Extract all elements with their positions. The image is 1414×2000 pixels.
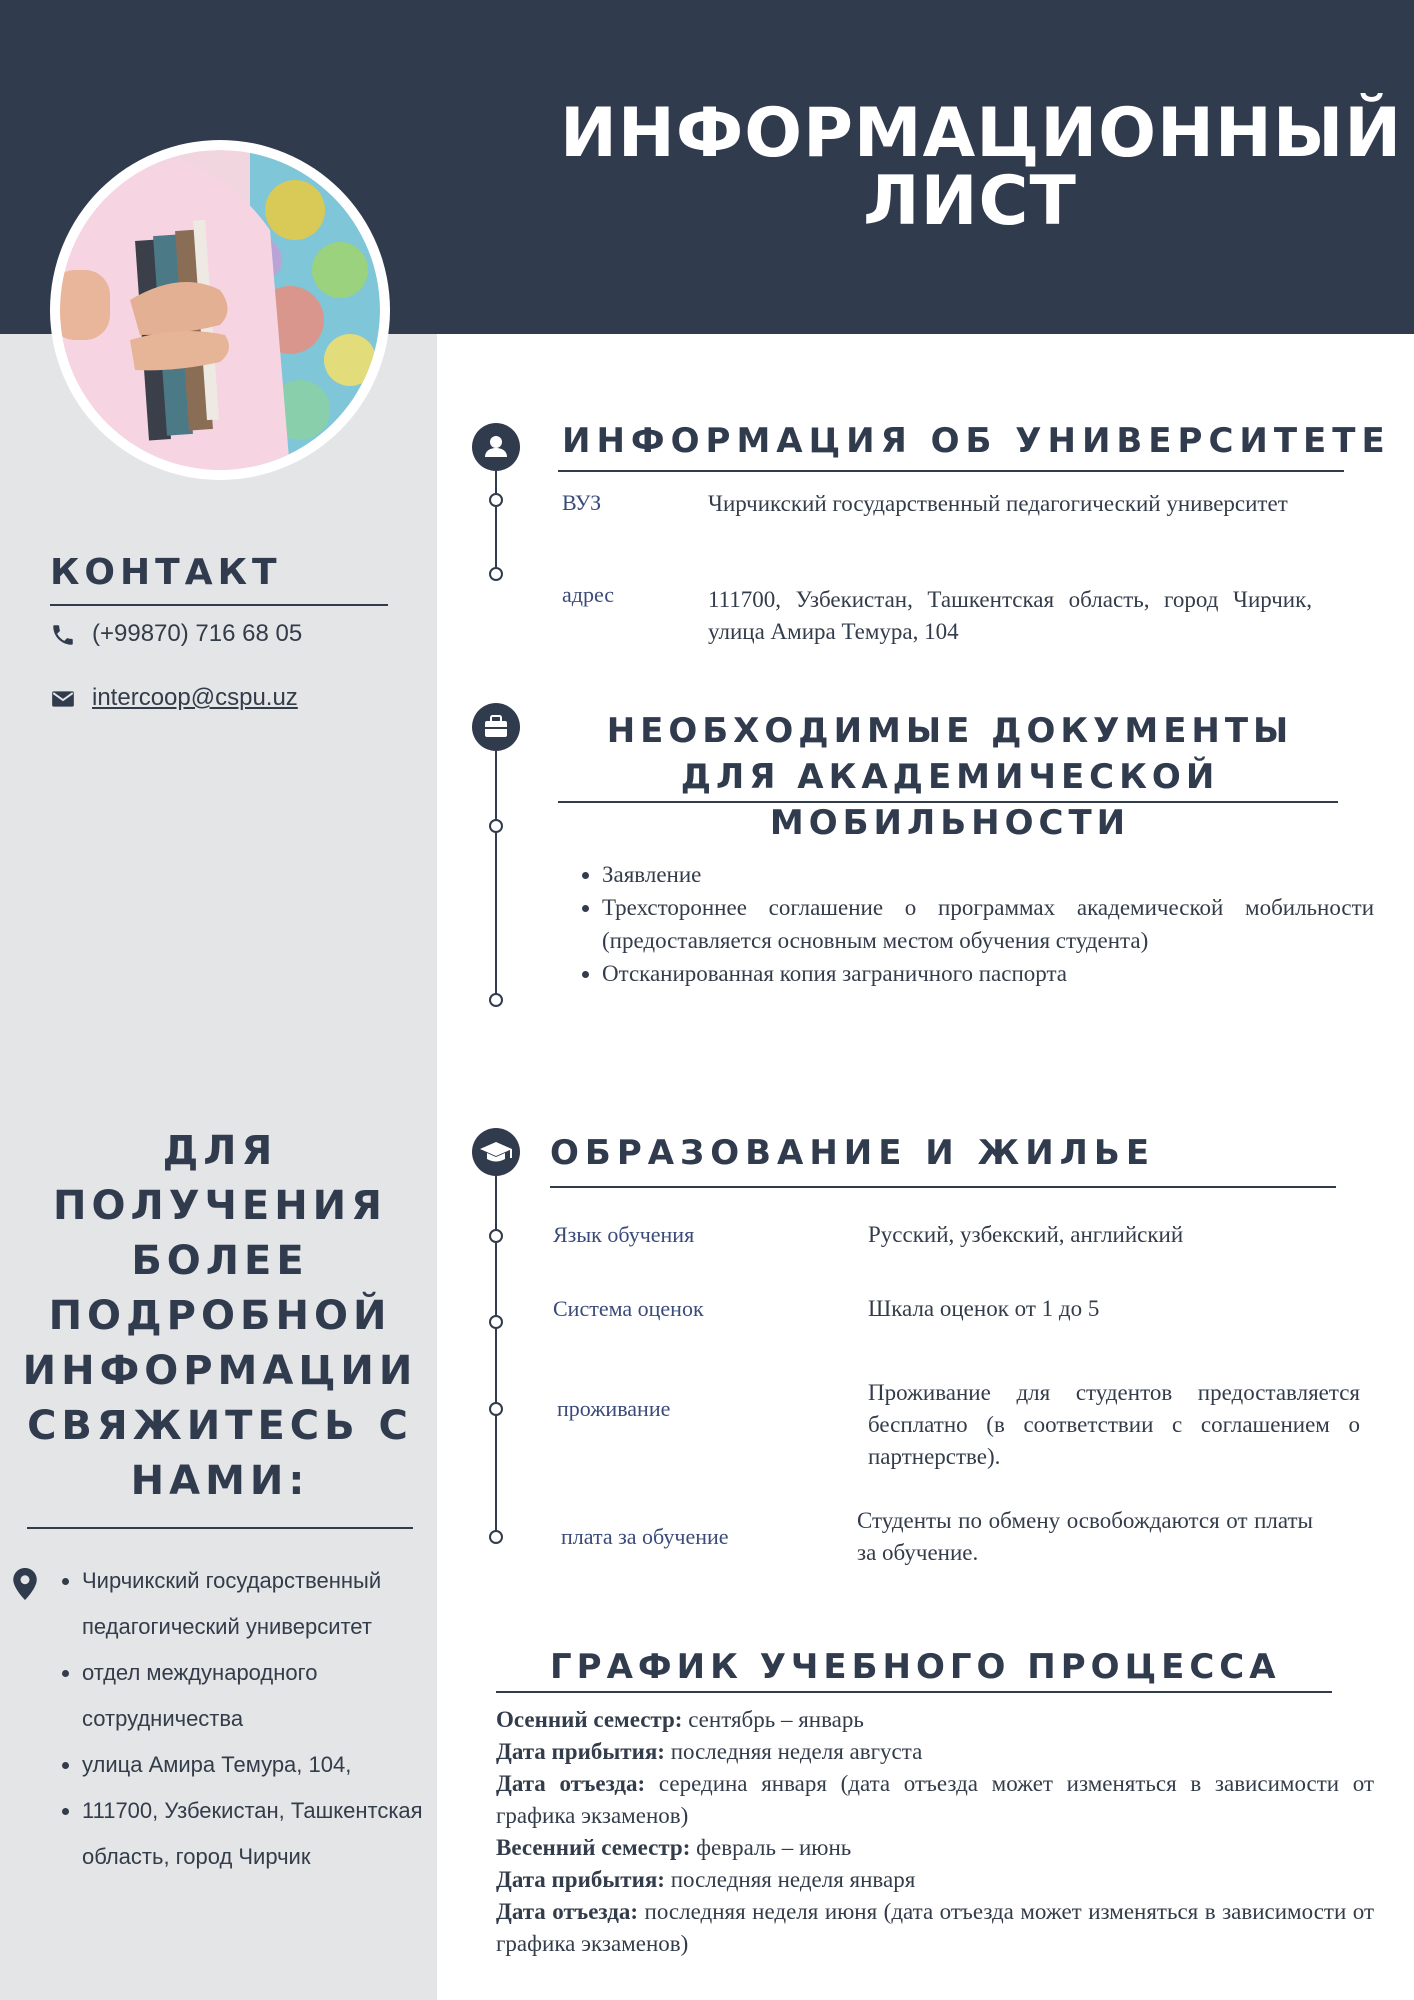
contact-email (50, 684, 298, 712)
contact-heading: КОНТАКТ (50, 552, 282, 593)
schedule-line: Дата отъезда: последняя неделя июня (дата отъезда может изменяться в зависимости от графика экзаменов) (496, 1899, 1374, 1956)
page-title (560, 94, 1403, 241)
timeline-dot (489, 1229, 503, 1243)
address-label: адрес (562, 582, 615, 607)
contact-phone (50, 620, 302, 648)
profile-photo (50, 140, 390, 480)
email-link[interactable]: intercoop@cspu.uz (92, 684, 298, 711)
more-info-heading: ДЛЯ ПОЛУЧЕНИЯ БОЛЕЕ ПОДРОБНОЙ ИНФОРМАЦИИ СВЯЖИТЕСЬ С НАМИ: (22, 1128, 418, 1504)
language-label: Язык обучения (553, 1222, 695, 1247)
address-value: 111700, Узбекистан, Ташкентская область, город Чирчик, улица Амира Темура, 104 (708, 587, 1312, 644)
grading-value: Шкала оценок от 1 до 5 (868, 1296, 1100, 1321)
documents-section-title: НЕОБХОДИМЫЕ ДОКУМЕНТЫ ДЛЯ АКАДЕМИЧЕСКОЙ МОБИЛЬНОСТИ (606, 711, 1294, 843)
timeline-dot (489, 1315, 503, 1329)
map-pin-icon (12, 1568, 38, 1600)
timeline-dot (489, 1402, 503, 1416)
housing-value: Проживание для студентов предоставляется бесплатно (в соответствии с соглашением о партнерстве). (868, 1380, 1360, 1469)
education-section-rule (550, 1186, 1336, 1188)
document-item: • Заявление (602, 858, 1374, 891)
schedule-section-title: ГРАФИК УЧЕБНОГО ПРОЦЕССА (550, 1647, 1281, 1687)
document-item: • Трехстороннее соглашение о программах академической мобильности (предоставляется основным местом обучения студента) (602, 891, 1374, 957)
language-value: Русский, узбекский, английский (868, 1222, 1184, 1247)
address-item: • 111700, Узбекистан, Ташкентская область, город Чирчик (82, 1788, 452, 1880)
more-info-divider (27, 1527, 413, 1529)
schedule-line: Дата прибытия: последняя неделя августа (496, 1739, 923, 1764)
tuition-value: Студенты по обмену освобождаются от платы за обучение. (857, 1508, 1313, 1565)
timeline-line (495, 751, 497, 1003)
schedule-line: Дата отъезда: середина января (дата отъезда может изменяться в зависимости от графика экзаменов) (496, 1771, 1375, 1828)
vuz-value: Чирчикский государственный педагогический университет (708, 491, 1288, 516)
documents-section-rule (558, 801, 1338, 803)
address-item: • улица Амира Темура, 104, (82, 1742, 452, 1788)
briefcase-icon (472, 703, 520, 751)
university-section-title: ИНФОРМАЦИЯ ОБ УНИВЕРСИТЕТЕ (562, 421, 1391, 461)
student-with-books-image (60, 150, 380, 470)
schedule-line: Осенний семестр: сентябрь – январь (496, 1707, 864, 1732)
documents-list (570, 858, 1374, 990)
housing-label: проживание (557, 1396, 671, 1421)
university-section-rule (558, 470, 1344, 472)
schedule-line: Дата прибытия: последняя неделя января (496, 1867, 916, 1892)
address-list (50, 1558, 452, 1880)
envelope-icon (50, 686, 76, 712)
address-item: • отдел международного сотрудничества (82, 1650, 452, 1742)
page-title-line-2: ЛИСТ (863, 162, 1077, 241)
timeline-dot (489, 993, 503, 1007)
address-item: • Чирчикский государственный педагогический университет (82, 1558, 452, 1650)
timeline-dot (489, 819, 503, 833)
grading-label: Система оценок (553, 1296, 704, 1321)
timeline-dot (489, 567, 503, 581)
page-title-line-1: ИНФОРМАЦИОННЫЙ (560, 94, 1403, 173)
phone-icon (50, 622, 76, 648)
timeline-line (495, 471, 497, 575)
timeline-dot (489, 1530, 503, 1544)
document-item: • Отсканированная копия заграничного паспорта (602, 957, 1374, 990)
timeline-dot (489, 493, 503, 507)
schedule-section-rule (496, 1691, 1332, 1693)
phone-number: (+99870) 716 68 05 (92, 620, 303, 647)
schedule-block (496, 1704, 1374, 1960)
schedule-line: Весенний семестр: февраль – июнь (496, 1835, 852, 1860)
person-icon (472, 423, 520, 471)
tuition-label: плата за обучение (561, 1524, 729, 1549)
vuz-label: ВУЗ (562, 490, 602, 515)
graduation-cap-icon (472, 1128, 520, 1176)
contact-divider (50, 604, 388, 606)
education-section-title: ОБРАЗОВАНИЕ И ЖИЛЬЕ (550, 1133, 1156, 1173)
